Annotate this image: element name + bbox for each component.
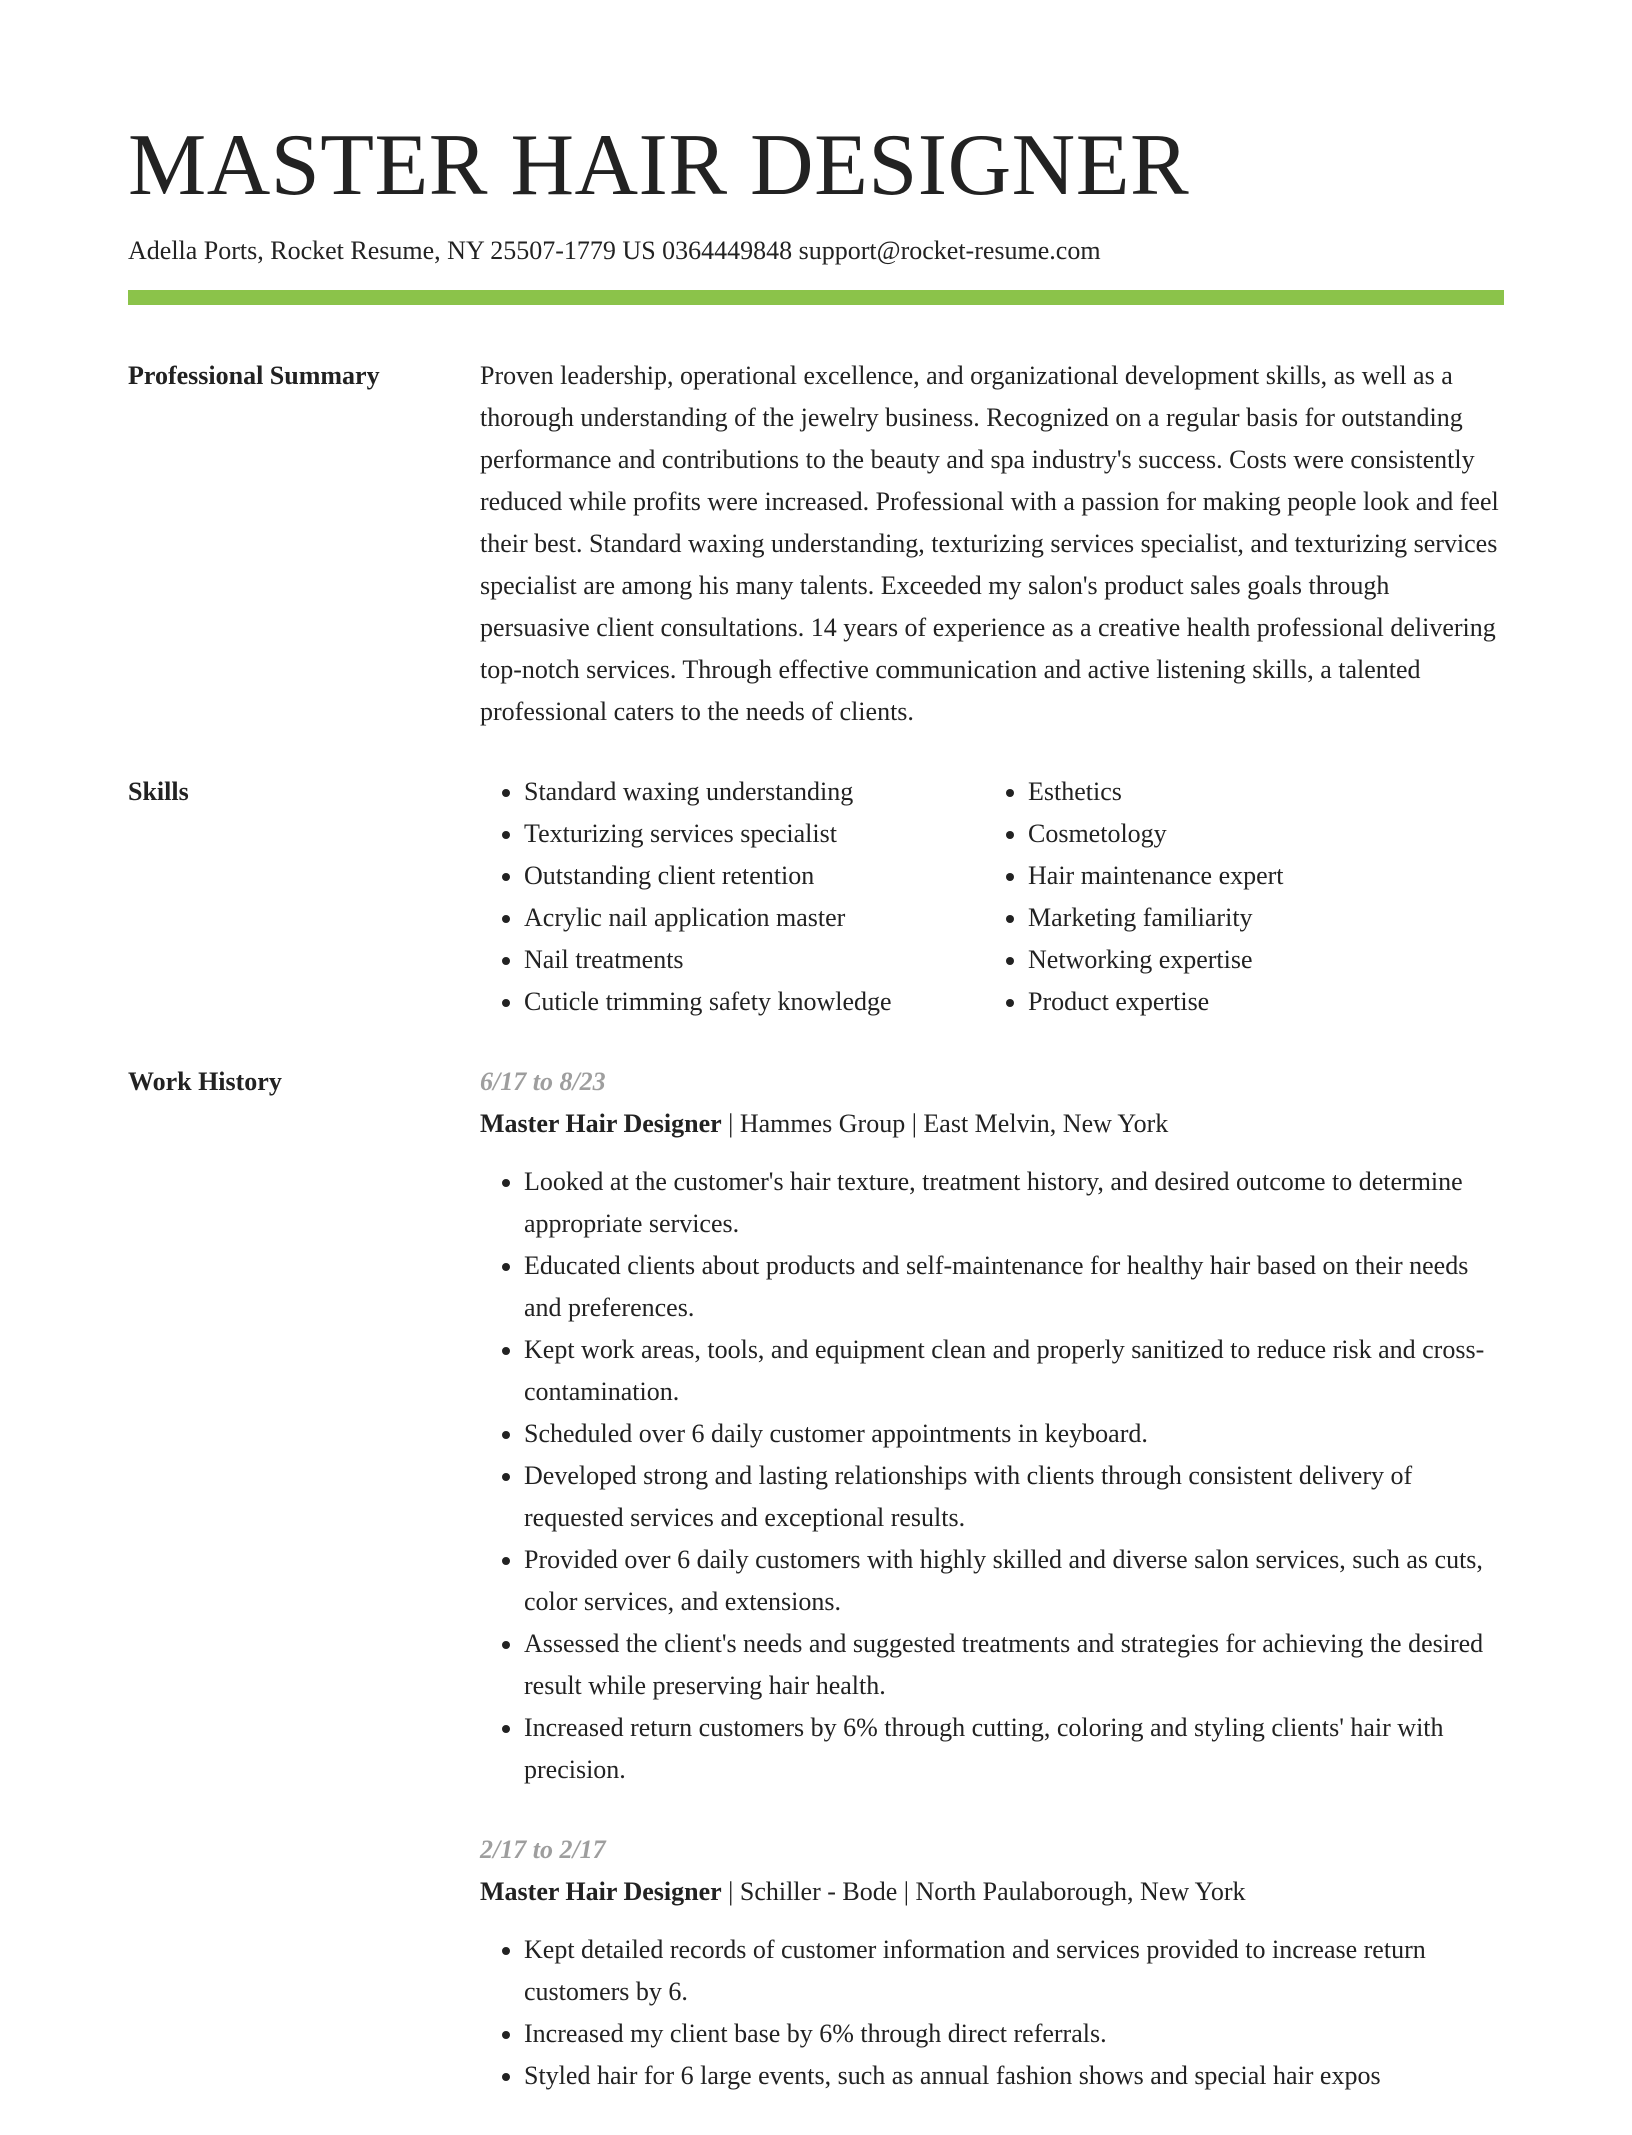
resume-title: MASTER HAIR DESIGNER: [128, 117, 1190, 214]
job-bullets: [480, 1161, 1504, 1791]
job-bullet: • Styled hair for 6 large events, such as annual fashion shows and special hair expos: [524, 2055, 1504, 2097]
skill-item: • Esthetics: [1028, 771, 1284, 813]
skill-item: • Networking expertise: [1028, 939, 1284, 981]
job-bullet: • Kept detailed records of customer information and services provided to increase return customers by 6.: [524, 1929, 1504, 2013]
skill-item: • Outstanding client retention: [524, 855, 984, 897]
job-bullet: • Increased return customers by 6% through cutting, coloring and styling clients' hair with precision.: [524, 1707, 1504, 1791]
skills-section: [128, 771, 1504, 1023]
job-role: Master Hair Designer: [480, 1109, 722, 1139]
summary-heading: Professional Summary: [128, 361, 380, 391]
job-details: | Hammes Group | East Melvin, New York: [721, 1109, 1169, 1139]
work-entries: [480, 1061, 1504, 2135]
job-bullet: • Developed strong and lasting relationships with clients through consistent delivery of requested services and exceptional results.: [524, 1455, 1504, 1539]
job-entry: [480, 1061, 1504, 1791]
job-bullet: • Provided over 6 daily customers with highly skilled and diverse salon services, such as cuts, color services, and extensions.: [524, 1539, 1504, 1623]
skill-item: • Standard waxing understanding: [524, 771, 984, 813]
skill-item: • Marketing familiarity: [1028, 897, 1284, 939]
skills-right-list: [984, 771, 1284, 1023]
summary-section: [128, 355, 1504, 733]
skill-item: • Nail treatments: [524, 939, 984, 981]
skill-item: • Cuticle trimming safety knowledge: [524, 981, 984, 1023]
summary-text: Proven leadership, operational excellence, and organizational development skills, as well as a thorough understanding of the jewelry business. Recognized on a regular basis for outstanding performance and contributions to the beauty and spa industry's success. Costs were consistently reduced while profits were increased. Professional with a passion for making people look and feel their best. Standard waxing understanding, texturizing services specialist, and texturizing services specialist are among his many talents. Exceeded my salon's product sales goals through persuasive client consultations. 14 years of experience as a creative health professional delivering top-notch services. Through effective communication and active listening skills, a talented professional caters to the needs of clients.: [480, 361, 1499, 727]
job-bullet: • Educated clients about products and self-maintenance for healthy hair based on their needs and preferences.: [524, 1245, 1504, 1329]
skills-columns: [480, 771, 1504, 1023]
job-bullet: • Kept work areas, tools, and equipment clean and properly sanitized to reduce risk and cross-contamination.: [524, 1329, 1504, 1413]
skill-item: • Hair maintenance expert: [1028, 855, 1284, 897]
skills-left-list: [480, 771, 984, 1023]
job-entry: [480, 1829, 1504, 2097]
job-bullets: [480, 1929, 1504, 2097]
skill-item: • Cosmetology: [1028, 813, 1284, 855]
skill-item: • Texturizing services specialist: [524, 813, 984, 855]
skill-item: • Product expertise: [1028, 981, 1284, 1023]
skills-heading: Skills: [128, 777, 189, 807]
job-heading: [480, 1871, 1504, 1913]
skill-item: • Acrylic nail application master: [524, 897, 984, 939]
job-dates: 2/17 to 2/17: [480, 1835, 606, 1865]
work-heading: Work History: [128, 1067, 282, 1097]
job-heading: [480, 1103, 1504, 1145]
job-bullet: • Looked at the customer's hair texture, treatment history, and desired outcome to determine appropriate services.: [524, 1161, 1504, 1245]
job-dates: 6/17 to 8/23: [480, 1067, 606, 1097]
job-bullet: • Increased my client base by 6% through direct referrals.: [524, 2013, 1504, 2055]
job-role: Master Hair Designer: [480, 1877, 722, 1907]
job-bullet: • Assessed the client's needs and suggested treatments and strategies for achieving the desired result while preserving hair health.: [524, 1623, 1504, 1707]
accent-rule: [128, 290, 1504, 305]
job-bullet: • Scheduled over 6 daily customer appointments in keyboard.: [524, 1413, 1504, 1455]
contact-line: Adella Ports, Rocket Resume, NY 25507-1779 US 0364449848 support@rocket-resume.com: [128, 236, 1101, 266]
job-details: | Schiller - Bode | North Paulaborough, New York: [721, 1877, 1246, 1907]
work-section: [128, 1061, 1504, 2135]
